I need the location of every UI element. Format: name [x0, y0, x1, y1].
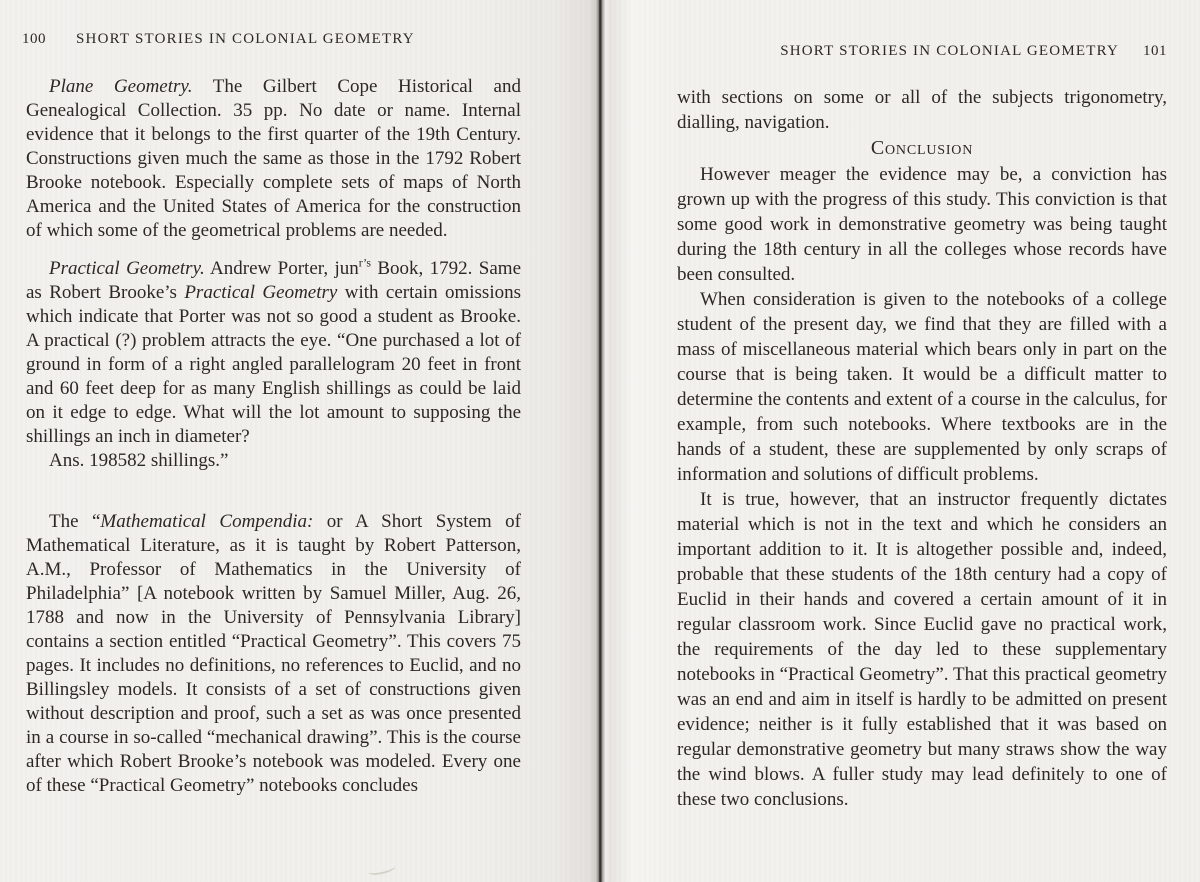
text-run: or A Short System of Mathematical Literature, as it is taught by Robert Patterson, A.M., Professor of Mathematics in the University of Philadelphia” [A notebook written by Samuel Miller, Aug. 26, 1788 and now in the University of Pennsylvania Library] contains a section entitled “Practical Geometry”. This covers 75 pages. It includes no definitions, no references to Euclid, and no Billingsley models. It consists of a set of constructions given without description and proof, such a set as was once presented in a course in so-called “mechanical drawing”. This is the course after which Robert Brooke’s notebook was modeled. Every one of these “Practical Geometry” notebooks concludes	[26, 511, 521, 796]
italic-text-run: Plane Geometry.	[49, 76, 193, 97]
text-run: with sections on some or all of the subjects trigonometry, dialling, navigation.	[677, 87, 1167, 133]
paragraph	[26, 510, 521, 798]
text-run: The “	[49, 511, 101, 532]
italic-text-run: Practical Geometry	[184, 282, 338, 303]
text-run: Andrew Porter, jun	[204, 258, 359, 279]
page-left	[0, 0, 591, 882]
text-run: However meager the evidence may be, a conviction has grown up with the progress of this study. This conviction is that some good work in demonstrative geometry was being taught during the 18th century in all the colleges whose records have been consulted.	[677, 164, 1167, 285]
text-run: with certain omissions which indicate that Porter was not so good a student as Brooke. A practical (?) problem attracts the eye. “One purchased a lot of ground in form of a right angled parallelogram 20 feet in front and 60 feet deep for as many English shillings as could be laid on it edge to edge. What will the lot amount to supposing the shillings an inch in diameter?	[26, 282, 521, 447]
text-run: Book, 1792. Same as Robert Brooke’s	[26, 258, 522, 303]
page-left-body	[26, 75, 521, 798]
paragraph	[26, 449, 521, 473]
stray-pencil-mark	[367, 862, 396, 877]
page-number-right: 101	[1143, 43, 1167, 59]
text-run: Ans. 198582 shillings.”	[49, 450, 229, 471]
text-run: The Gilbert Cope Historical and Genealogical Collection. 35 pp. No date or name. Internal evidence that it belongs to the first quarter of the 19th Century. Constructions given much the same as those in the 1792 Robert Brooke notebook. Especially complete sets of maps of North America and the United States of America for the construction of which some of the geometrical problems are needed.	[26, 76, 521, 241]
paragraph	[677, 287, 1167, 487]
italic-text-run: Practical Geometry.	[49, 258, 205, 279]
superscript-text-run: r’s	[358, 256, 371, 270]
running-title-left: SHORT STORIES IN COLONIAL GEOMETRY	[76, 31, 415, 47]
page-number-left: 100	[22, 31, 46, 47]
conclusion-heading: Conclusion	[870, 137, 974, 159]
paragraph	[26, 257, 521, 449]
italic-text-run: Mathematical Compendia:	[100, 511, 314, 532]
paragraph	[677, 85, 1167, 135]
page-right-header	[609, 43, 1167, 60]
paragraph	[677, 487, 1167, 812]
text-run: When consideration is given to the notebooks of a college student of the present day, we find that they are filled with a mass of miscellaneous material which bears only in part on the course that is being taken. It would be a difficult matter to determine the contents and extent of a course in the calculus, for example, from such notebooks. Where textbooks are in the hands of a student, these are supplemented by only scraps of information and solutions of difficult problems.	[677, 289, 1167, 485]
page-right	[609, 0, 1200, 882]
running-title-right: SHORT STORIES IN COLONIAL GEOMETRY	[780, 43, 1119, 59]
paragraph	[677, 162, 1167, 287]
book-gutter	[591, 0, 609, 882]
paragraph	[26, 75, 521, 243]
page-right-body	[677, 85, 1167, 812]
page-left-header	[22, 31, 591, 48]
text-run: It is true, however, that an instructor frequently dictates material which is not in the text and which he considers an important addition to it. It is altogether possible and, indeed, probable that these students of the 18th century had a copy of Euclid in their hands and covered a certain amount of it in regular classroom work. Since Euclid gave no practical work, the requirements of the day led to these supplementary notebooks in “Practical Geometry”. That this practical geometry was an end and aim in itself is hardly to be admitted on present evidence; neither is it fully established that it was based on regular demonstrative geometry but many straws show the way the wind blows. A fuller study may lead definitely to one of these two conclusions.	[677, 489, 1167, 810]
